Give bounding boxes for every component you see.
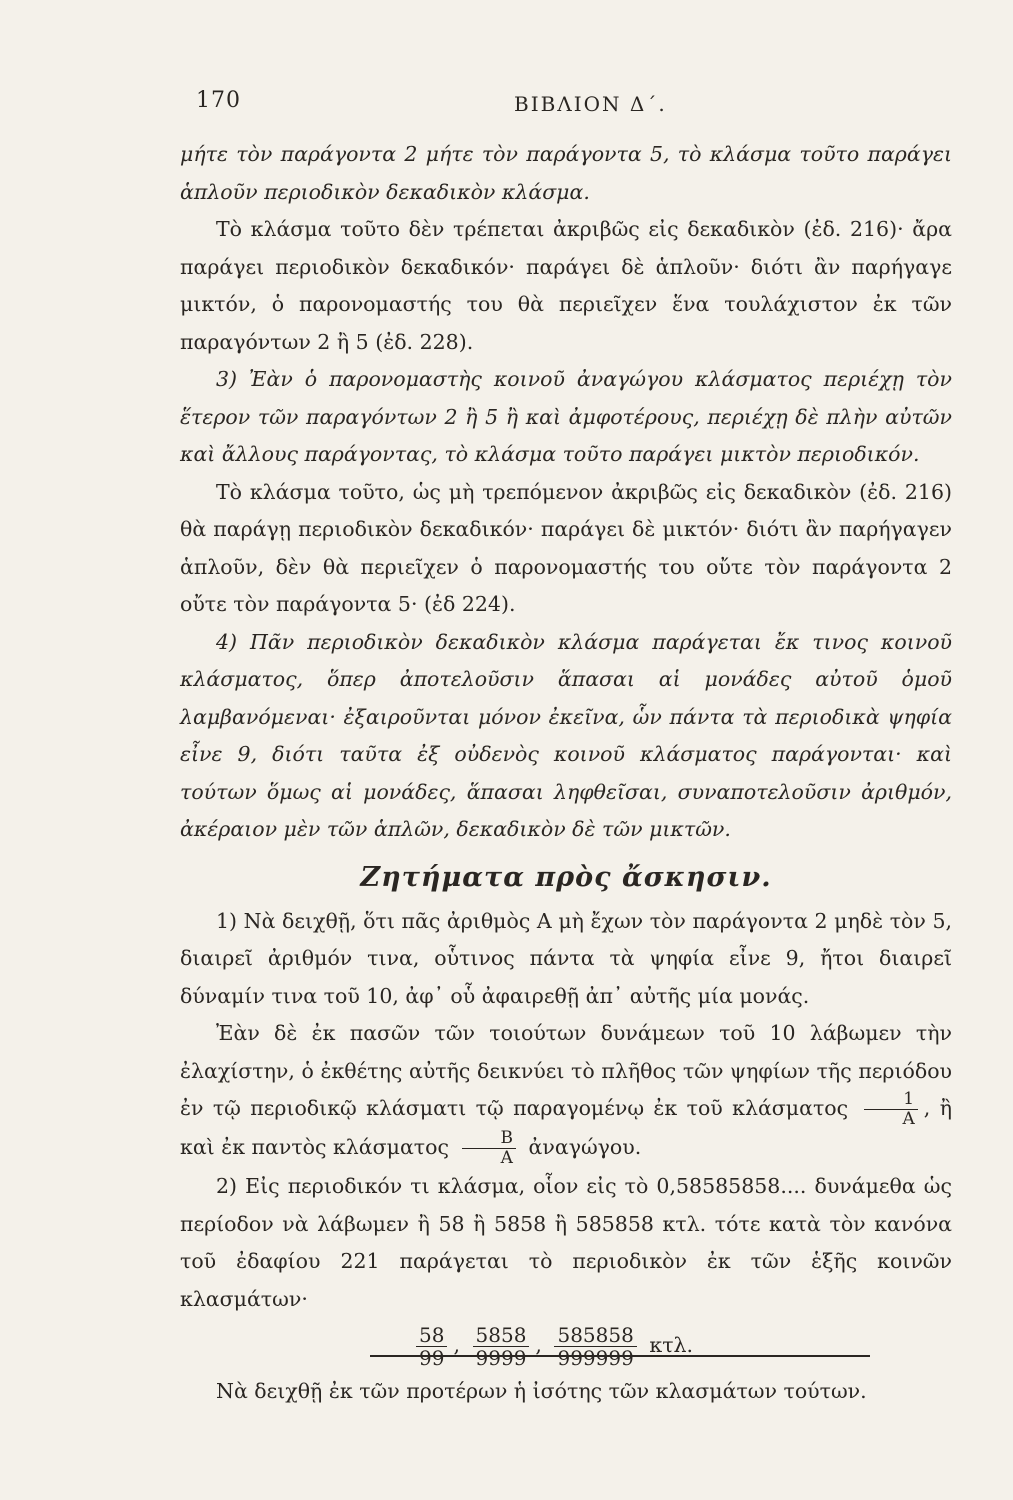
fraction-denominator: Α [500, 1148, 513, 1168]
fraction-denominator: 99 [419, 1346, 445, 1370]
fraction-numerator: 1 [864, 1090, 918, 1110]
fraction-numerator: Β [462, 1129, 517, 1149]
fraction-denominator: Α [902, 1109, 915, 1129]
fraction-separator: , [535, 1333, 542, 1357]
fraction-585858-over-999999 [554, 1324, 636, 1369]
fraction-numerator: 58 [416, 1324, 447, 1347]
closing-rule [370, 1355, 870, 1357]
fraction-1-over-a [864, 1090, 918, 1129]
fraction-numerator: 5858 [473, 1324, 530, 1347]
running-head: ΒΙΒΛΙΟΝ Δ΄. [514, 92, 667, 116]
paragraph-5: 4) Πᾶν περιοδικὸν δεκαδικὸν κλάσμα παράγεται ἔκ τινος κοινοῦ κλάσματος, ὅπερ ἀποτελοῦσιν ἅπασαι αἱ μονάδες αὐτοῦ ὁμοῦ λαμβανόμεναι· ἐξαιροῦνται μόνον ἐκεῖνα, ὧν πάντα τὰ περιοδικὰ ψηφία εἶνε 9, διότι ταῦτα ἐξ οὐδενὸς κοινοῦ κλάσματος παράγονται· καὶ τούτων ὅμως αἱ μονάδες, ἅπασαι ληφθεῖσαι, συναποτελοῦσιν ἀριθμόν, ἀκέραιον μὲν τῶν ἁπλῶν, δεκαδικὸν δὲ τῶν μικτῶν. [180, 629, 952, 841]
fraction-5858-over-9999 [473, 1324, 530, 1369]
fraction-separator: , [453, 1333, 460, 1357]
fraction-denominator: 999999 [557, 1346, 634, 1370]
exercise-1-text-a: Ἐὰν δὲ ἐκ πασῶν τῶν τοιούτων δυνάμεων τοῦ 10 λάβωμεν τὴν ἐλαχίστην, ὁ ἐκθέτης αὐτῆς δεικνύει τὸ πλῆθος τῶν ψηφίων τῆς περιόδου ἐν τῷ περιοδικῷ κλάσματι τῷ παραγομένῳ ἐκ τοῦ κλάσματος [180, 1021, 952, 1120]
exercise-2-final: Νὰ δειχθῇ ἐκ τῶν προτέρων ἡ ἰσότης τῶν κλασμάτων τούτων. [216, 1379, 867, 1403]
fraction-list [180, 1324, 952, 1369]
page-number: 170 [196, 88, 241, 113]
page-header [196, 88, 893, 128]
body-text [180, 136, 952, 1411]
fraction-denominator: 9999 [475, 1346, 527, 1370]
exercise-1: 1) Νὰ δειχθῇ, ὅτι πᾶς ἀριθμὸς Α μὴ ἔχων τὸν παράγοντα 2 μηδὲ τὸν 5, διαιρεῖ ἀριθμόν τινα, οὗτινος πάντα τὰ ψηφία εἶνε 9, ἤτοι διαιρεῖ δύναμίν τινα τοῦ 10, ἀφ᾽ οὗ ἀφαιρεθῇ ἀπ᾽ αὐτῆς μία μονάς. [180, 908, 952, 1008]
exercise-2: 2) Εἰς περιοδικόν τι κλάσμα, οἷον εἰς τὸ 0,58585858.... δυνάμεθα ὡς περίοδον νὰ λάβωμεν ἢ 58 ἢ 5858 ἢ 585858 κτλ. τότε κατὰ τὸν κανόνα τοῦ ἐδαφίου 221 παράγεται τὸ περιοδικὸν ἐκ τῶν ἑξῆς κοινῶν κλασμάτων· [180, 1174, 952, 1311]
fraction-58-over-99 [416, 1324, 447, 1369]
exercise-1-continued [180, 1015, 952, 1168]
exercise-1-text-c: ἀναγώγου. [528, 1135, 642, 1159]
paragraph-2: Τὸ κλάσμα τοῦτο δὲν τρέπεται ἀκριβῶς εἰς δεκαδικὸν (ἐδ. 216)· ἄρα παράγει περιοδικὸν δεκαδικόν· παράγει δὲ ἁπλοῦν· διότι ἂν παρήγαγε μικτόν, ὁ παρονομαστής του θὰ περιεῖχεν ἕνα τουλάχιστον ἐκ τῶν παραγόντων 2 ἢ 5 (ἐδ. 228). [180, 217, 952, 354]
paragraph-3: 3) Ἐὰν ὁ παρονομαστὴς κοινοῦ ἀναγώγου κλάσματος περιέχῃ τὸν ἕτερον τῶν παραγόντων 2 ἢ 5 ἢ καὶ ἀμφοτέρους, περιέχῃ δὲ πλὴν αὐτῶν καὶ ἄλλους παράγοντας, τὸ κλάσμα τοῦτο παράγει μικτὸν περιοδικόν. [180, 367, 952, 466]
fraction-b-over-a [462, 1129, 517, 1168]
paragraph-1: μήτε τὸν παράγοντα 2 μήτε τὸν παράγοντα 5, τὸ κλάσμα τοῦτο παράγει ἁπλοῦν περιοδικὸν δεκαδικὸν κλάσμα. [180, 142, 952, 204]
fraction-numerator: 585858 [554, 1324, 636, 1347]
section-title: Ζητήματα πρὸς ἄσκησιν. [360, 861, 772, 893]
paragraph-4: Τὸ κλάσμα τοῦτο, ὡς μὴ τρεπόμενον ἀκριβῶς εἰς δεκαδικὸν (ἐδ. 216) θὰ παράγῃ περιοδικὸν δεκαδικόν· παράγει δὲ μικτόν· διότι ἂν παρήγαγεν ἁπλοῦν, δὲν θὰ περιεῖχεν ὁ παρονομαστής του οὔτε τὸν παράγοντα 2 οὔτε τὸν παράγοντα 5· (ἐδ 224). [180, 479, 952, 616]
ktl-abbrev: κτλ. [649, 1333, 694, 1357]
exercise-1-text-b: , ἢ καὶ ἐκ παντὸς κλάσματος [180, 1096, 952, 1159]
